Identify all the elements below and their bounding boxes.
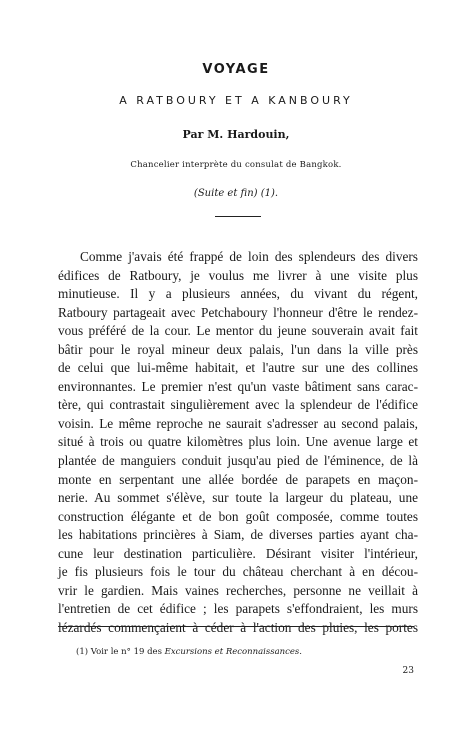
footnote-suffix: . (299, 647, 302, 657)
body-line: environnantes. Le premier n'est qu'un vaste bâtiment sans carac- (58, 378, 418, 394)
body-line: plantée de manguiers conduit jusqu'au pied de l'éminence, de là (58, 453, 418, 469)
article-title: VOYAGE (202, 62, 270, 77)
article-author: Par M. Hardouin, (182, 128, 290, 141)
body-line: situé à trois ou quatre kilomètres plus loin. Une avenue large et (58, 434, 418, 450)
body-line: monte en serpentant une allée bordée de parapets en maçon- (58, 471, 418, 487)
body-line: Ratboury partageait avec Petchaboury l'honneur d'être le rendez- (58, 304, 418, 320)
footnote-divider (58, 626, 414, 627)
footnote (76, 647, 416, 657)
body-line: cune leur destination particulière. Désirant visiter l'intérieur, (58, 545, 418, 561)
body-line: vrir le gardien. Mais vaines recherches, personne ne veillait à (58, 582, 418, 598)
body-line: minutieuse. Il y a plusieurs années, du vivant du régent, (58, 286, 418, 302)
author-role: Chancelier interprète du consulat de Bangkok. (130, 160, 342, 170)
body-line: nerie. Au sommet s'élève, sur toute la largeur du plateau, une (58, 490, 418, 506)
body-line: édifices de Ratboury, je voulus me livrer à une visite plus (58, 267, 418, 283)
body-line: les habitations princières à Siam, de diverses parties ayant cha- (58, 527, 418, 543)
page-number: 23 (402, 666, 414, 676)
body-line: Comme j'avais été frappé de loin des splendeurs des divers (80, 249, 418, 264)
article-body (58, 248, 418, 637)
body-line: bâtir pour le royal mineur deux palais, l'un dans la ville près (58, 341, 418, 357)
footnote-prefix: (1) Voir le n° 19 des (76, 647, 162, 657)
body-line: je fis plusieurs fois le tour du château cherchant à en décou- (58, 564, 418, 580)
body-line: tère, qui contrastait singulièrement avec la splendeur de l'édifice (58, 397, 418, 413)
body-line: lézardés commençaient à céder à l'action des pluies, les portes (58, 619, 418, 635)
continuation-note: (Suite et fin) (1). (193, 188, 279, 199)
title-divider (215, 216, 261, 217)
body-line: l'entretien de cet édifice ; les parapets s'effondraient, les murs (58, 601, 418, 617)
body-line: construction élégante et de bon goût composée, comme toutes (58, 508, 418, 524)
body-line: de celui que lui-même habitait, et l'autre sur une des collines (58, 360, 418, 376)
footnote-journal: Excursions et Reconnaissances (164, 647, 300, 657)
body-line: voisin. Le même reproche ne saurait s'adresser au second palais, (58, 415, 418, 431)
article-subtitle: A RATBOURY ET A KANBOURY (119, 94, 353, 107)
body-line: vous préféré de la cour. Le mentor du jeune souverain avait fait (58, 323, 418, 339)
